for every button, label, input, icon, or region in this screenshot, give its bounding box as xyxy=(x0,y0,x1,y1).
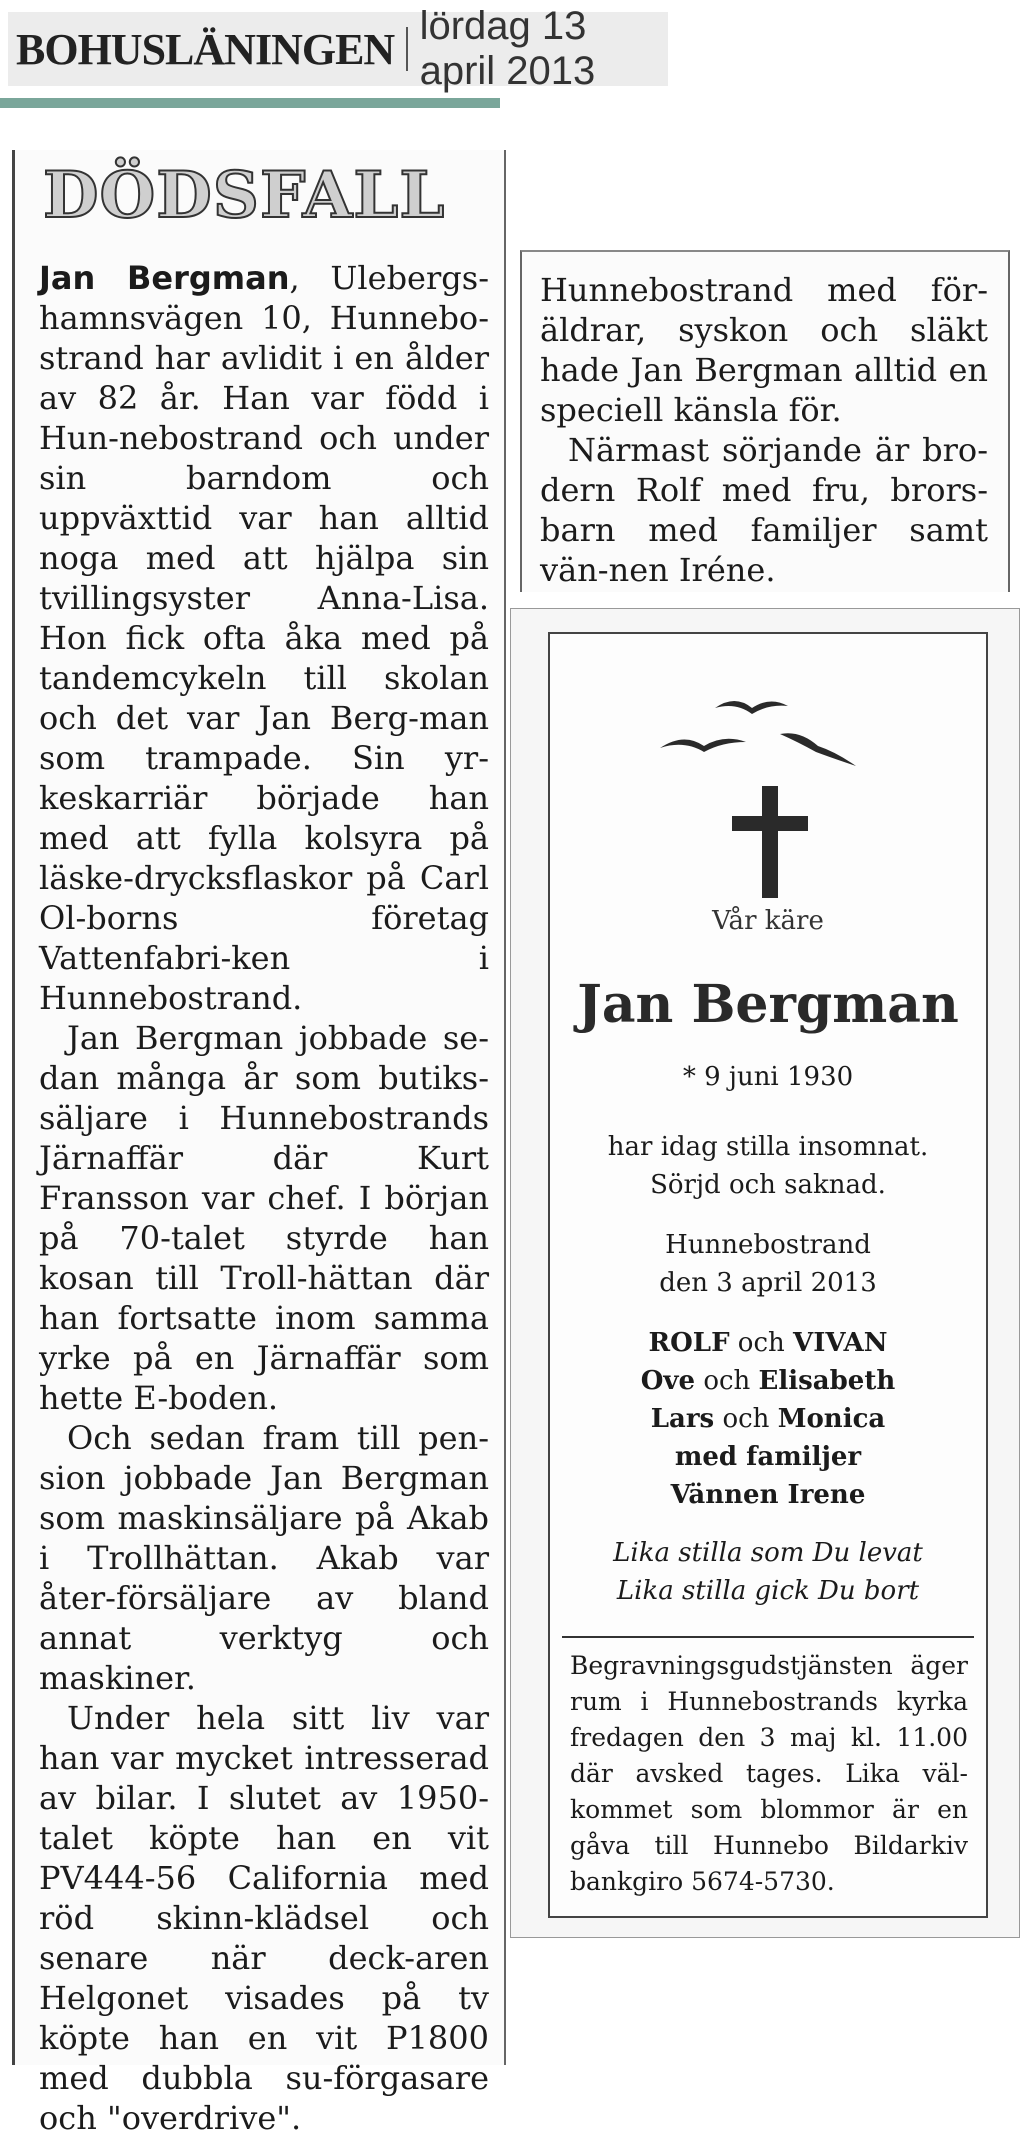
flying-birds-icon xyxy=(660,686,880,786)
notice-date: den 3 april 2013 xyxy=(659,1268,877,1298)
article-paragraph-1-text: , Ulebergs-hamnsvägen 10, Hunnebo-strand har avlidit i en ålder av 82 år. Han var född i Hun-nebostrand och under sin barndom och uppväxttid var han alltid noga med att hjälpa sin tvillingsyster Anna-Lisa. Hon fick ofta åka med på tandemcykeln till skolan och det var Jan Berg-man som trampade. Sin yr-keskarriär började han med att fylla kolsyra på läske-drycksflaskor på Carl Ol-borns företag Vattenfabri-ken i Hunnebostrand. xyxy=(39,259,489,1017)
mourner-name: Vännen Irene xyxy=(670,1480,866,1510)
notice-place-date xyxy=(550,1226,986,1302)
deceased-name: Jan Bergman xyxy=(39,259,290,297)
notice-intro: Vår käre xyxy=(712,906,824,936)
mourner-line-3 xyxy=(550,1400,986,1438)
article-paragraph-3: Och sedan fram till pen-sion jobbade Jan Bergman som maskinsäljare på Akab i Trollhättan. Akab var åter-försäljare av bland annat verktyg och maskiner. xyxy=(39,1419,489,1697)
section-heading: DÖDSFALL xyxy=(43,158,446,233)
notice-divider xyxy=(562,1636,974,1638)
funeral-info: Begravningsgudstjänsten äger rum i Hunnebostrands kyrka fredagen den 3 maj kl. 11.00 där avsked tages. Lika väl-kommet som blommor är en gåva till Hunnebo Bildarkiv bankgiro 5674-5730. xyxy=(570,1651,968,1896)
article-paragraph-6: Närmast sörjande är bro-dern Rolf med fru, brors-barn med familjer samt vän-nen Iréne. xyxy=(540,431,988,589)
cross-icon xyxy=(732,786,808,898)
mourner-name: Lars xyxy=(650,1404,715,1434)
notice-message-line-2: Sörjd och saknad. xyxy=(650,1170,886,1200)
notice-place: Hunnebostrand xyxy=(665,1230,871,1260)
mourner-name: VIVAN xyxy=(793,1328,888,1358)
notice-message-line-1: har idag stilla insomnat. xyxy=(607,1132,929,1162)
article-column-2 xyxy=(520,250,1010,592)
mourners-list xyxy=(550,1324,986,1514)
notice-name: Jan Bergman xyxy=(577,974,959,1035)
mourner-line-1 xyxy=(550,1324,986,1362)
verse-line-2: Lika stilla gick Du bort xyxy=(616,1576,920,1606)
memorial-verse xyxy=(550,1534,986,1610)
death-notice xyxy=(548,632,988,1918)
mourner-name: ROLF xyxy=(648,1328,730,1358)
masthead xyxy=(8,4,668,93)
mourner-line-4 xyxy=(550,1438,986,1476)
mourner-line-5 xyxy=(550,1476,986,1514)
article-body xyxy=(39,258,489,2138)
article-column-1 xyxy=(12,150,506,2137)
notice-message xyxy=(550,1128,986,1204)
article-paragraph-5: Hunnebostrand med för-äldrar, syskon och släkt hade Jan Bergman alltid en speciell känsla för. xyxy=(540,271,988,429)
publication-date: lördag 13 april 2013 xyxy=(419,4,596,93)
mourner-conjunction: och xyxy=(722,1404,770,1434)
mourner-name: Monica xyxy=(777,1404,886,1434)
mourner-conjunction: och xyxy=(737,1328,785,1358)
article-paragraph-1 xyxy=(39,258,489,1018)
article-paragraph-4: Under hela sitt liv var han var mycket intresserad av bilar. I slutet av 1950-talet köpte han en vit PV444-56 California med röd skinn-klädsel och senare när deck-aren Helgonet visades på tv köpte han en vit P1800 med dubbla su-förgasare och "overdrive". xyxy=(39,1699,489,2137)
birth-date: * 9 juni 1930 xyxy=(682,1062,854,1092)
article-body-continued xyxy=(540,270,988,590)
mourner-name: Elisabeth xyxy=(758,1366,896,1396)
mourner-conjunction: och xyxy=(703,1366,751,1396)
newspaper-name: BOHUSLÄNINGEN xyxy=(16,24,395,74)
mourner-name: med familjer xyxy=(674,1442,862,1472)
section-rule xyxy=(0,98,500,108)
mourner-line-2 xyxy=(550,1362,986,1400)
article-paragraph-2: Jan Bergman jobbade se-dan många år som butiks-säljare i Hunnebostrands Järnaffär där Kurt Fransson var chef. I början på 70-talet styrde han kosan till Troll-hättan där han fortsatte inom samma yrke på en Järnaffär som hette E-boden. xyxy=(39,1019,489,1417)
verse-line-1: Lika stilla som Du levat xyxy=(613,1538,923,1568)
mourner-name: Ove xyxy=(640,1366,696,1396)
masthead-divider xyxy=(406,27,407,71)
